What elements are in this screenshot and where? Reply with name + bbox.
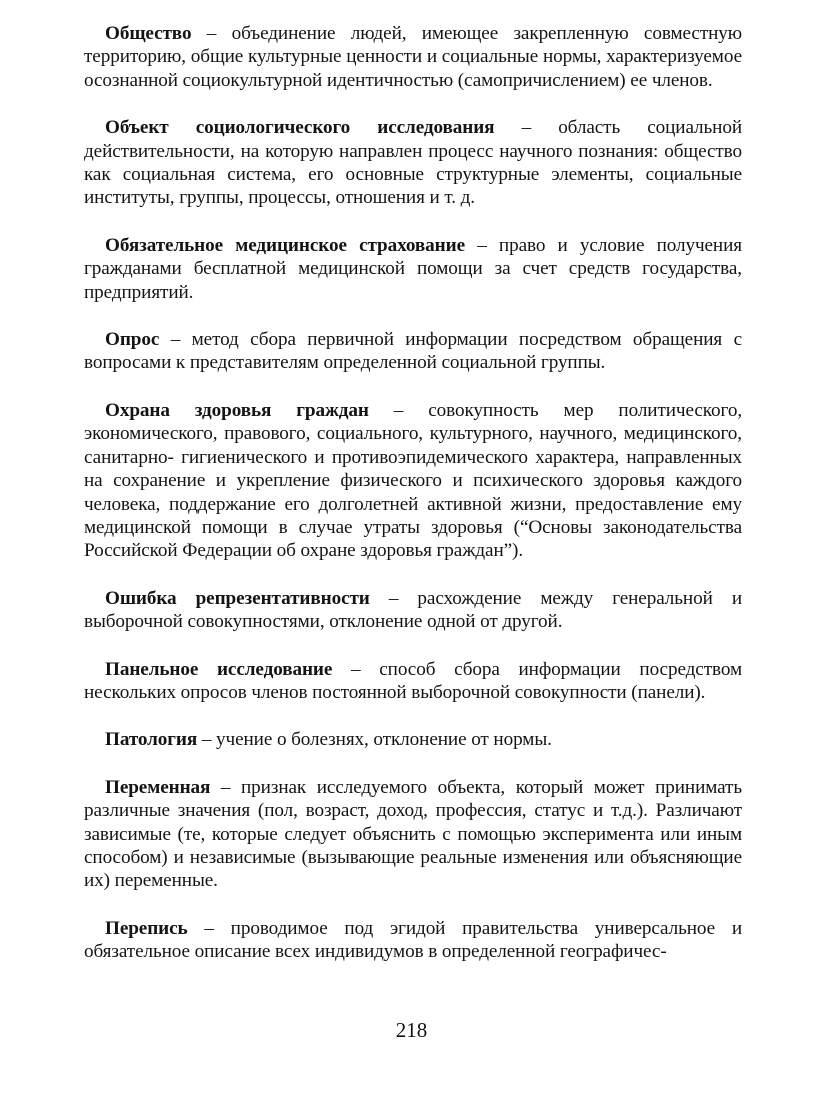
glossary-entry-perepis [84,917,742,964]
entry-dash: – [191,23,232,44]
page-body [84,22,742,988]
glossary-entry-obshchestvo [84,22,742,92]
entry-dash: – [368,399,429,421]
entry-dash: – [210,776,242,798]
glossary-entry-okhrana-zdorovya [84,399,742,563]
entry-dash: – [197,729,217,751]
entry-dash: – [369,587,418,609]
entry-definition: совокупность мер политического, экономического, правового, социального, культурного, научного, медицинского, санитарно- гигиенического и противоэпидемического характера, направленных на сохранение и укрепление физического и психического здоровья каждого человека, поддержание его долголетней активной жизни, предоставление ему медицинской помощи в случае утраты здоровья (“Основы законодательства Российской Федерации об охране здоровья граждан”). [84,399,743,562]
entry-definition: область социальной действительности, на которую направлен процесс научного познания: общество как социальная система, его основные структурные элементы, социальные институты, группы, процессы, отношения и т. д. [84,117,743,209]
entry-term: Объект социологического исследования [105,117,495,139]
entry-dash: – [187,917,231,939]
entry-dash: – [159,329,192,351]
glossary-entry-obekt-issledovaniya [84,116,742,210]
glossary-entry-opros [84,328,742,375]
page-number: 218 [395,1018,428,1042]
entry-term: Обязательное медицинское страхование [105,234,465,256]
entry-definition: проводимое под эгидой правительства универсальное и обязательное описание всех индивидумов в определенной географичес- [84,917,742,963]
entry-term: Охрана здоровья граждан [105,399,369,421]
entry-definition: объединение людей, имеющее закрепленную совместную территорию, общие культурные ценности и социальные нормы, характеризуемое осознанной социокультурной идентичностью (самопричислением) ее членов. [84,23,742,91]
entry-term: Переменная [105,776,211,798]
entry-definition: признак исследуемого объекта, который может принимать различные значения (пол, возраст, доход, профессия, статус и т.д.). Различают зависимые (те, которые следует объяснить с помощью эксперимента или иным способом) и независимые (вызывающие реальные изменения или объясняющие их) переменные. [84,776,742,892]
entry-definition: право и условие получения гражданами бесплатной медицинской помощи за счет средств государства, предприятий. [84,234,742,303]
entry-term: Панельное исследование [105,658,333,680]
entry-definition: учение о болезнях, отклонение от нормы. [216,729,552,751]
entry-definition: расхождение между генеральной и выборочной совокупностями, отклонение одной от другой. [84,587,742,633]
glossary-entry-panelnoe-issledovanie [84,658,742,705]
entry-term: Общество [105,23,192,44]
entry-dash: – [332,658,380,680]
entry-term: Опрос [105,329,160,351]
entry-dash: – [464,234,499,256]
glossary-entry-peremennaya [84,776,742,893]
entry-term: Ошибка репрезентативности [105,587,370,609]
glossary-entry-patologiya [84,728,742,751]
entry-definition: метод сбора первичной информации посредством обращения с вопросами к представителям определенной социальной группы. [84,329,742,374]
glossary-entry-oms [84,234,742,304]
entry-term: Перепись [105,917,188,939]
entry-dash: – [494,117,559,139]
glossary-entry-oshibka-reprezentativnosti [84,587,742,634]
entry-definition: способ сбора информации посредством нескольких опросов членов постоянной выборочной совокупности (панели). [84,658,742,703]
entry-term: Патология [105,729,198,751]
